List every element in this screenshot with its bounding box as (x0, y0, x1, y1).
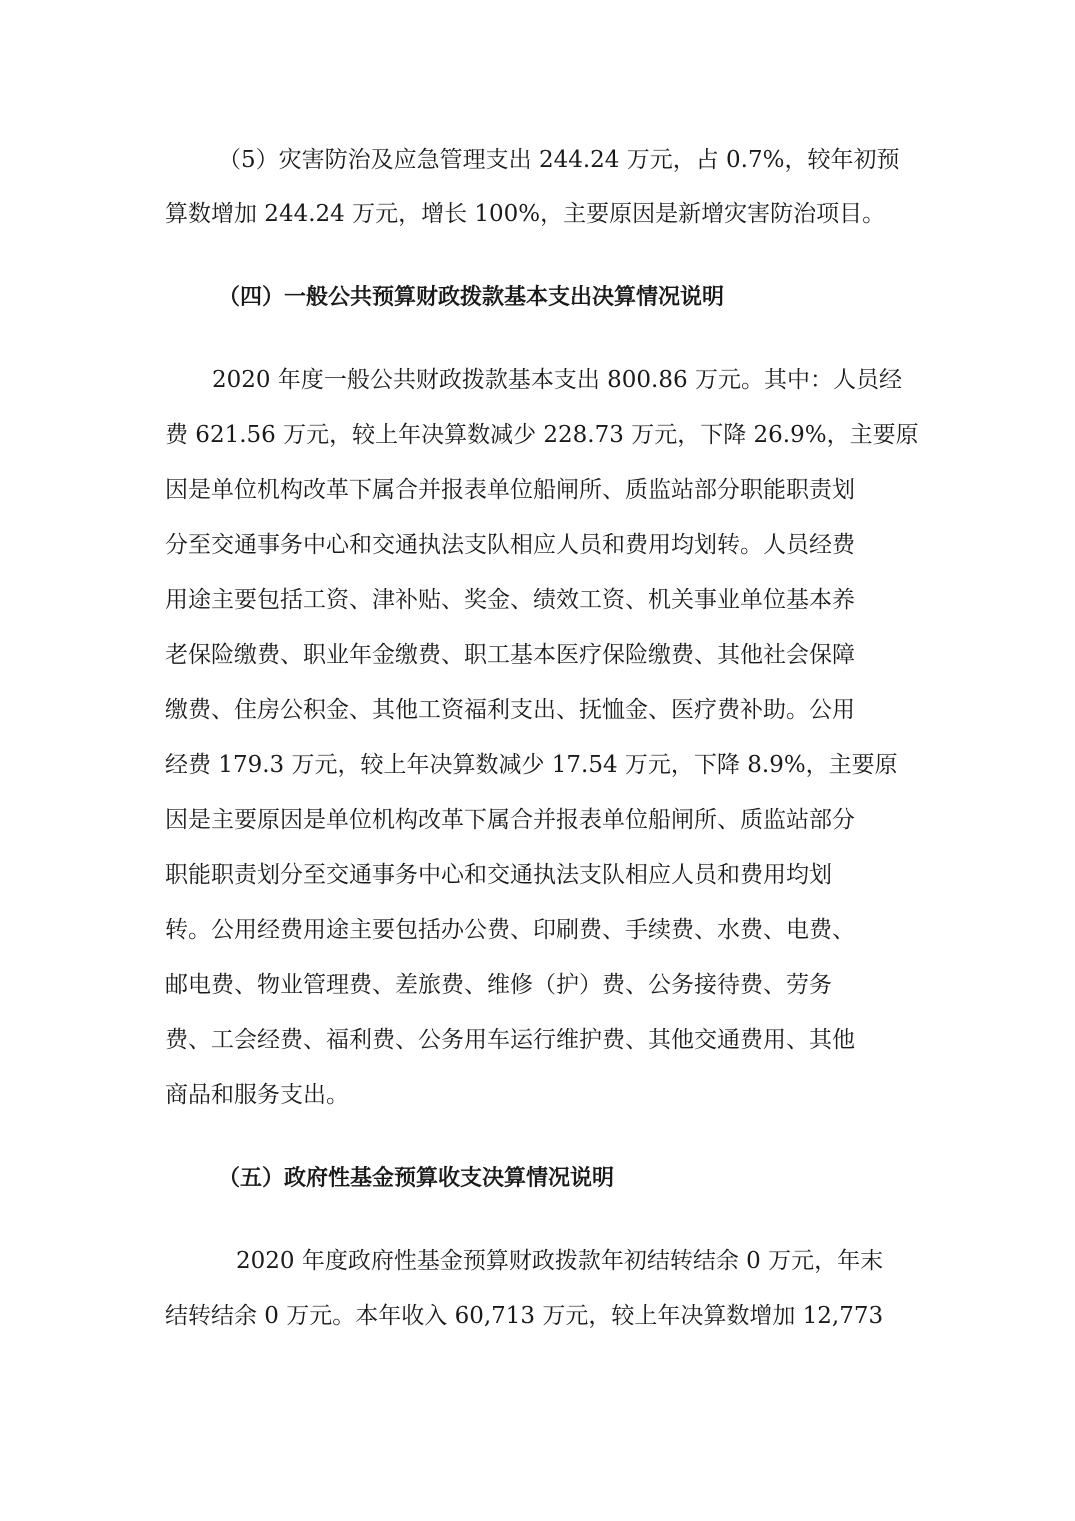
paragraph-4-line: 老保险缴费、职业年金缴费、职工基本医疗保险缴费、其他社会保障 (165, 642, 855, 668)
paragraph-5-line: 结转结余 0 万元。本年收入 60,713 万元，较上年决算数增加 12,773 (165, 1303, 884, 1329)
paragraph-4-line: 用途主要包括工资、津补贴、奖金、绩效工资、机关事业单位基本养 (165, 587, 855, 613)
paragraph-4-line: 商品和服务支出。 (165, 1082, 349, 1108)
item-5-line-2: 算数增加 244.24 万元，增长 100%，主要原因是新增灾害防治项目。 (165, 201, 886, 227)
paragraph-4-line: 因是主要原因是单位机构改革下属合并报表单位船闸所、质监站部分 (165, 807, 855, 833)
item-5-line-1: （5）灾害防治及应急管理支出 244.24 万元，占 0.7%，较年初预 (218, 147, 900, 173)
paragraph-4-line: 费 621.56 万元，较上年决算数减少 228.73 万元，下降 26.9%，主要原 (165, 422, 919, 448)
paragraph-5-line: 2020 年度政府性基金预算财政拨款年初结转结余 0 万元，年末 (236, 1248, 884, 1274)
paragraph-4-line: 职能职责划分至交通事务中心和交通执法支队相应人员和费用均划 (165, 862, 832, 888)
paragraph-4-line: 邮电费、物业管理费、差旅费、维修（护）费、公务接待费、劳务 (165, 972, 832, 998)
paragraph-4-line: 分至交通事务中心和交通执法支队相应人员和费用均划转。人员经费 (165, 532, 855, 558)
section-heading-5: （五）政府性基金预算收支决算情况说明 (218, 1166, 615, 1191)
paragraph-4-line: 因是单位机构改革下属合并报表单位船闸所、质监站部分职能职责划 (165, 477, 855, 503)
section-heading-4: （四）一般公共预算财政拨款基本支出决算情况说明 (218, 285, 725, 310)
paragraph-4-line: 转。公用经费用途主要包括办公费、印刷费、手续费、水费、电费、 (165, 917, 855, 943)
paragraph-4-line: 2020 年度一般公共财政拨款基本支出 800.86 万元。其中：人员经 (212, 367, 902, 393)
paragraph-4-line: 缴费、住房公积金、其他工资福利支出、抚恤金、医疗费补助。公用 (165, 697, 855, 723)
paragraph-4-line: 费、工会经费、福利费、公务用车运行维护费、其他交通费用、其他 (165, 1027, 855, 1053)
paragraph-4-line: 经费 179.3 万元，较上年决算数减少 17.54 万元，下降 8.9%，主要原 (165, 752, 898, 778)
